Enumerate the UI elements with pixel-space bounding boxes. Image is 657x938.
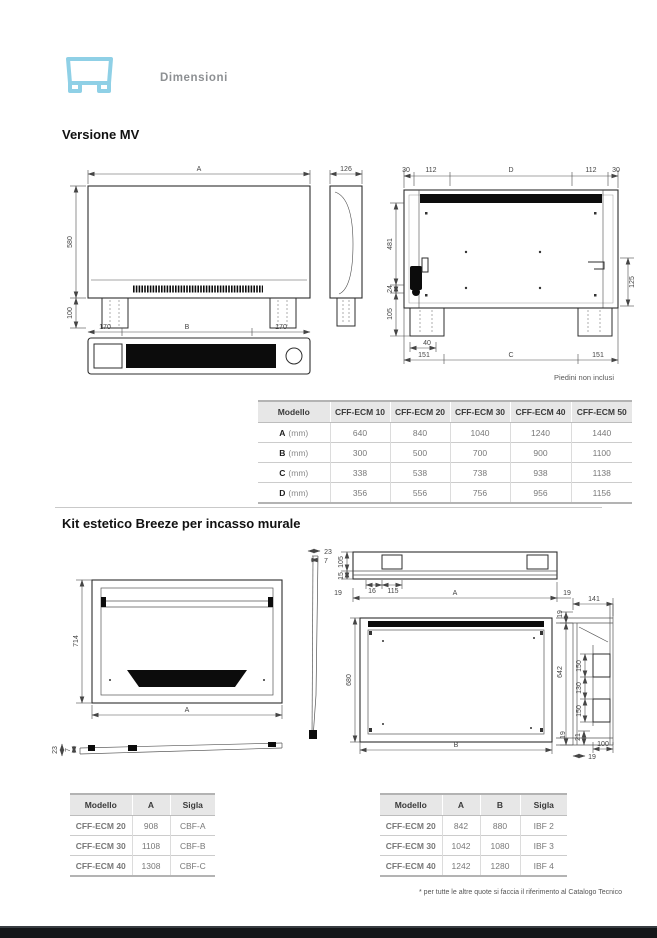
cell: CBF-C (170, 856, 215, 877)
table-row (70, 836, 215, 856)
kit-cbf-table (70, 793, 215, 877)
dim-label: 7 (65, 748, 72, 752)
table-row (258, 463, 632, 483)
cell: 880 (480, 816, 520, 836)
cell: 356 (330, 483, 390, 504)
cell: 1280 (480, 856, 520, 877)
column-header: Modello (380, 794, 442, 816)
section-divider (55, 507, 602, 508)
dim-label: 112 (425, 167, 437, 174)
row-label (258, 443, 330, 463)
footer-bar (0, 926, 657, 938)
column-header: CFF-ECM 30 (450, 401, 510, 423)
cell: 1080 (480, 836, 520, 856)
dim-label: 23 (52, 746, 59, 754)
cell: 738 (450, 463, 510, 483)
cell: IBF 2 (520, 816, 567, 836)
dim-label: 19 (557, 610, 564, 618)
model-cell: CFF-ECM 30 (380, 836, 442, 856)
section-heading-mv: Versione MV (62, 127, 140, 142)
cell: 1440 (571, 423, 632, 443)
kit-front-view-drawing (52, 580, 282, 756)
dim-label: 580 (67, 236, 74, 248)
dim-label: 16 (368, 588, 376, 595)
column-header: CFF-ECM 50 (571, 401, 632, 423)
cell: 700 (450, 443, 510, 463)
kit-profile-drawing (308, 549, 332, 739)
column-header: A (132, 794, 170, 816)
dim-label: 150 (576, 660, 583, 672)
model-cell: CFF-ECM 30 (70, 836, 132, 856)
dim-label: 151 (592, 352, 604, 359)
model-cell: CFF-ECM 40 (70, 856, 132, 877)
dim-label: 481 (387, 238, 394, 250)
dim-letter: B (279, 447, 286, 458)
cell: 1108 (132, 836, 170, 856)
cell: 338 (330, 463, 390, 483)
fancoil-icon (60, 55, 118, 99)
model-cell: CFF-ECM 20 (70, 816, 132, 836)
dim-label: 141 (588, 596, 600, 603)
dim-label: 125 (629, 276, 636, 288)
cell: IBF 3 (520, 836, 567, 856)
cell: 842 (442, 816, 480, 836)
kit-back-view-drawing (346, 618, 552, 754)
dim-label: 100 (67, 307, 74, 319)
cell: 908 (132, 816, 170, 836)
dim-label: 150 (576, 705, 583, 717)
dim-label: 714 (73, 635, 80, 647)
dim-label: 130 (576, 682, 583, 694)
dim-label: 112 (585, 167, 597, 174)
section-heading-kit: Kit estetico Breeze per incasso murale (62, 516, 301, 531)
model-cell: CFF-ECM 20 (380, 816, 442, 836)
cell: CBF-A (170, 816, 215, 836)
mv-back-view-drawing (387, 167, 636, 382)
dim-label: 642 (557, 666, 564, 678)
cell: 1100 (571, 443, 632, 463)
column-header: Sigla (170, 794, 215, 816)
dim-label: A (196, 166, 202, 173)
cell: 500 (390, 443, 450, 463)
dim-label: 100 (597, 741, 609, 748)
row-label (258, 483, 330, 504)
cell: 900 (510, 443, 571, 463)
cell: 300 (330, 443, 390, 463)
dim-label: 24 (387, 285, 394, 293)
mv-front-view-drawing (67, 166, 310, 374)
row-label (258, 423, 330, 443)
column-header: A (442, 794, 480, 816)
table-row (380, 836, 567, 856)
dim-label: D (508, 167, 514, 174)
dim-letter: D (279, 487, 286, 498)
catalog-footnote: * per tutte le altre quote si faccia il riferimento al Catalogo Tecnico (419, 889, 622, 896)
dim-label: C (508, 352, 514, 359)
dim-label: B (453, 742, 459, 749)
feet-note: Piedini non inclusi (553, 373, 614, 382)
kit-top-view-drawing (334, 552, 571, 602)
cell: 1308 (132, 856, 170, 877)
cell: 1242 (442, 856, 480, 877)
mv-dimensions-table (258, 400, 632, 504)
model-cell: CFF-ECM 40 (380, 856, 442, 877)
page-title: Dimensioni (160, 72, 228, 84)
dim-label: A (184, 707, 190, 714)
dim-unit: (mm) (288, 467, 309, 478)
cell: 756 (450, 483, 510, 504)
dim-label: 40 (423, 340, 431, 347)
cell: 1240 (510, 423, 571, 443)
dim-label: 170 (275, 324, 287, 331)
dim-label: 105 (387, 308, 394, 320)
dim-label: 19 (560, 731, 567, 739)
table-row (258, 443, 632, 463)
dim-label: 105 (338, 556, 345, 568)
column-header: B (480, 794, 520, 816)
cell: 938 (510, 463, 571, 483)
table-row (380, 856, 567, 877)
header-row (258, 401, 632, 423)
mv-side-view-drawing (330, 166, 362, 326)
dim-unit: (mm) (288, 447, 309, 458)
cell: 1040 (450, 423, 510, 443)
table-row (70, 856, 215, 877)
dim-label: 15 (338, 572, 345, 580)
column-header: CFF-ECM 10 (330, 401, 390, 423)
cell: 840 (390, 423, 450, 443)
dim-label: 126 (340, 166, 352, 173)
dim-label: 680 (346, 674, 353, 686)
header-row (70, 794, 215, 816)
dim-label: 23 (324, 549, 332, 556)
cell: 538 (390, 463, 450, 483)
kit-ibf-table (380, 793, 567, 877)
cell: IBF 4 (520, 856, 567, 877)
column-header: Modello (70, 794, 132, 816)
kit-side-view-drawing (556, 596, 613, 761)
dim-label: 170 (99, 324, 111, 331)
dim-label: 19 (334, 590, 342, 597)
cell: 1156 (571, 483, 632, 504)
cell: 640 (330, 423, 390, 443)
dim-unit: (mm) (288, 427, 309, 438)
dim-label: 115 (387, 588, 399, 595)
column-header: CFF-ECM 20 (390, 401, 450, 423)
header-row (380, 794, 567, 816)
cell: 1138 (571, 463, 632, 483)
table-row (380, 816, 567, 836)
cell: 956 (510, 483, 571, 504)
dim-label: 151 (418, 352, 430, 359)
row-label (258, 463, 330, 483)
cell: 556 (390, 483, 450, 504)
table-row (258, 483, 632, 504)
table-row (70, 816, 215, 836)
dim-letter: C (279, 467, 286, 478)
dim-label: 19 (588, 754, 596, 761)
dim-label: 21 (575, 733, 582, 741)
dim-label: A (452, 590, 458, 597)
dim-label: 30 (402, 167, 410, 174)
dim-letter: A (279, 427, 286, 438)
dim-label: 19 (563, 590, 571, 597)
dim-label: 7 (324, 558, 328, 565)
column-header: CFF-ECM 40 (510, 401, 571, 423)
dim-label: B (184, 324, 190, 331)
column-header: Sigla (520, 794, 567, 816)
table-row (258, 423, 632, 443)
cell: CBF-B (170, 836, 215, 856)
cell: 1042 (442, 836, 480, 856)
column-header: Modello (258, 401, 330, 423)
dim-label: 30 (612, 167, 620, 174)
dim-unit: (mm) (288, 487, 309, 498)
